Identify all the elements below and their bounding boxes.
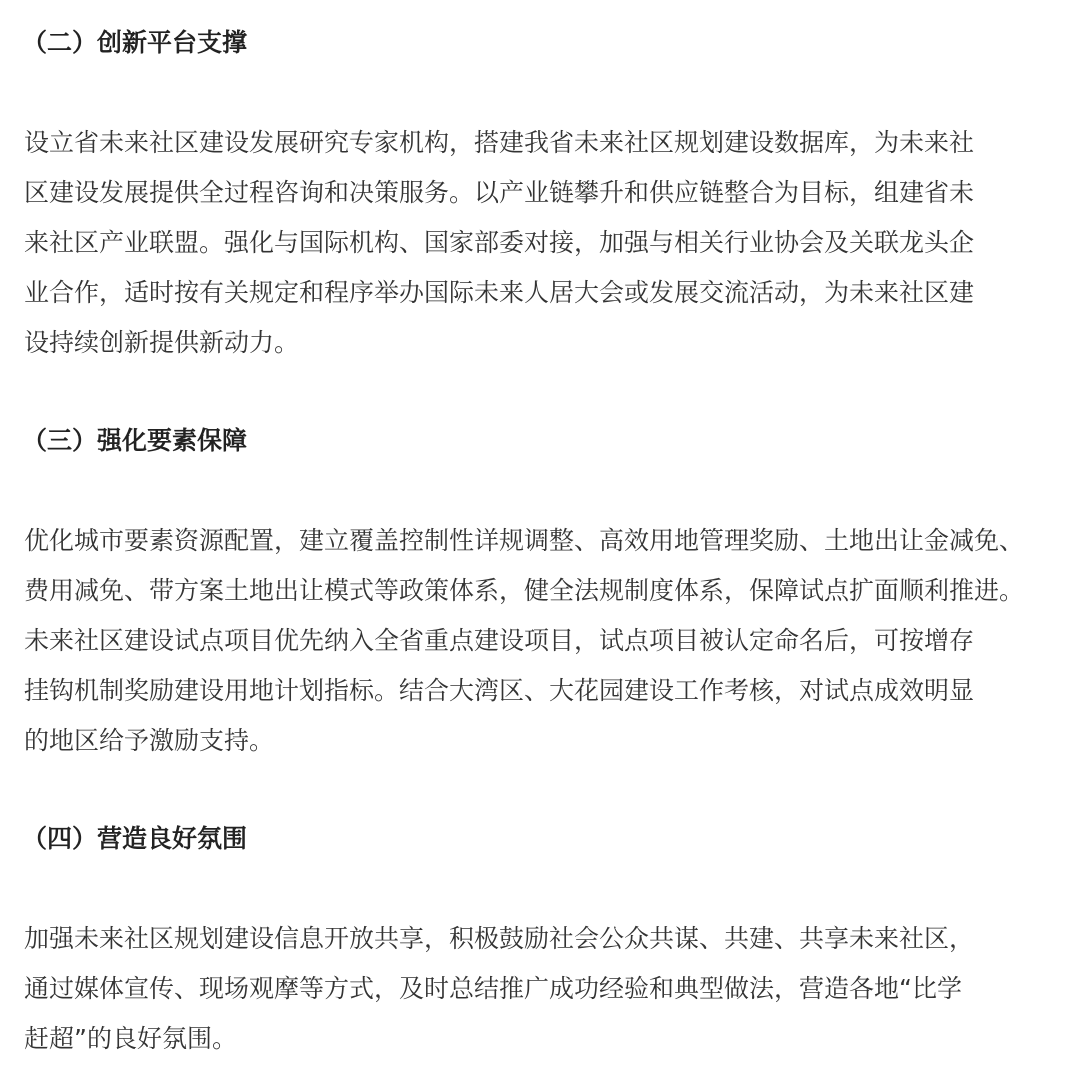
paragraph-line: 业合作，适时按有关规定和程序举办国际未来人居大会或发展交流活动，为未来社区建 — [24, 278, 975, 307]
paragraph-line: 未来社区建设试点项目优先纳入全省重点建设项目，试点项目被认定命名后，可按增存 — [24, 626, 975, 655]
section-heading-factor-guarantee: （三）强化要素保障 — [22, 426, 248, 455]
paragraph-line: 来社区产业联盟。强化与国际机构、国家部委对接，加强与相关行业协会及关联龙头企 — [24, 228, 975, 257]
section-paragraph-good-atmosphere — [24, 914, 1080, 1064]
section-heading-good-atmosphere: （四）营造良好氛围 — [22, 824, 248, 853]
section-heading-innovation-platform: （二）创新平台支撑 — [22, 28, 248, 57]
paragraph-line: 的地区给予激励支持。 — [24, 726, 275, 755]
paragraph-line: 设持续创新提供新动力。 — [24, 328, 300, 357]
paragraph-line: 优化城市要素资源配置，建立覆盖控制性详规调整、高效用地管理奖励、土地出让金减免、 — [24, 526, 1025, 555]
paragraph-line: 费用减免、带方案土地出让模式等政策体系，健全法规制度体系，保障试点扩面顺利推进。 — [24, 576, 1025, 605]
paragraph-line: 通过媒体宣传、现场观摩等方式，及时总结推广成功经验和典型做法，营造各地“比学 — [24, 974, 962, 1003]
paragraph-line: 赶超”的良好氛围。 — [24, 1024, 237, 1053]
paragraph-line: 区建设发展提供全过程咨询和决策服务。以产业链攀升和供应链整合为目标，组建省未 — [24, 178, 975, 207]
paragraph-line: 设立省未来社区建设发展研究专家机构，搭建我省未来社区规划建设数据库，为未来社 — [24, 128, 975, 157]
section-paragraph-factor-guarantee — [24, 516, 1080, 766]
section-paragraph-innovation-platform — [24, 118, 1080, 368]
paragraph-line: 加强未来社区规划建设信息开放共享，积极鼓励社会公众共谋、共建、共享未来社区， — [24, 924, 975, 953]
paragraph-line: 挂钩机制奖励建设用地计划指标。结合大湾区、大花园建设工作考核，对试点成效明显 — [24, 676, 975, 705]
